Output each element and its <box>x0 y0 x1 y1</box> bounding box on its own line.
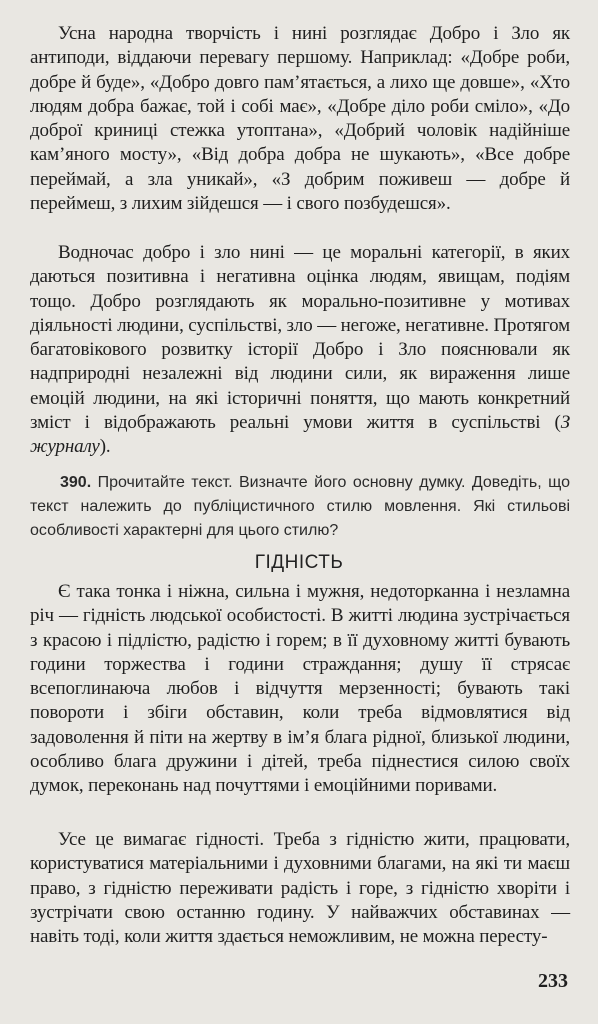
paragraph-dignity: Є така тонка і ніжна, сильна і мужня, недоторканна і незламна річ — гідність людської особистості. В житті людина зустрічається з красою і підлістю, радістю і горем; в її духовному житті бувають години торжества і години страждання; душу її стрясає всепоглинаюча любов і відчуття мерзенності; бувають такі повороти і збіги обставин, коли треба відмовлятися від задоволення й піти на жертву в ім’я блага рідної, близької людини, особливо блага дружини і дітей, треба піднестися силою своїх думок, переконань над почуттями і емоційними поривами. <box>30 581 570 797</box>
exercise-task <box>30 471 570 543</box>
paragraph-moral-categories <box>30 241 570 460</box>
paragraph-folk-wisdom: Усна народна творчість і нині розглядає Добро і Зло як антиподи, віддаючи перевагу першому. Наприклад: «Добре роби, добре й буде», «Добро довго пам’ятається, а лихо ще довше», «Хто людям добра бажає, той і собі має», «Добре діло роби сміло», «До доброї криниці стежка утоптана», «Добрий чоловік надійніше кам’яного мосту», «Від добра добра не шукають», «Все добре переймай, а зла уникай», «З добрим поживеш — добре й переймеш, з лихим зійдешся — і свого позбудешся». <box>30 23 570 215</box>
exercise-number: 390. <box>60 474 92 491</box>
paragraph-requires-dignity: Усе це вимагає гідності. Треба з гідністю жити, працювати, користуватися матеріальними і духовними благами, на які ти маєш право, з гідністю переживати радість і горе, з гідністю хворіти і зустрічати свою останню годину. У найважчих обставинах — навіть тоді, коли життя здається неможливим, не можна пересту- <box>30 829 570 948</box>
source-citation: З журналу <box>30 412 570 458</box>
exercise-text: Прочитайте текст. Визначте його основну думку. Доведіть, що текст належить до публіцистичного стилю мовлення. Які стильові особливості характерні для цього стилю? <box>30 474 570 539</box>
paragraph-text-end: ). <box>99 436 111 458</box>
paragraph-text: Водночас добро і зло нині — це моральні категорії, в яких даються позитивна і негативна оцінка людям, явищам, подіям тощо. Добро розглядають як морально-позитивне у мотивах діяльності людини, суспільстві, зло — негоже, негативне. Протягом багатовікового розвитку історії Добро і Зло пояснювали як надприродні незалежні від людини сили, як вираження лише емоцій людини, на які історичні поняття, що мають конкретний зміст і відображають реальні умови життя в суспільстві ( <box>30 242 570 434</box>
section-title: ГІДНІСТЬ <box>254 552 344 573</box>
page-number: 233 <box>538 970 568 992</box>
